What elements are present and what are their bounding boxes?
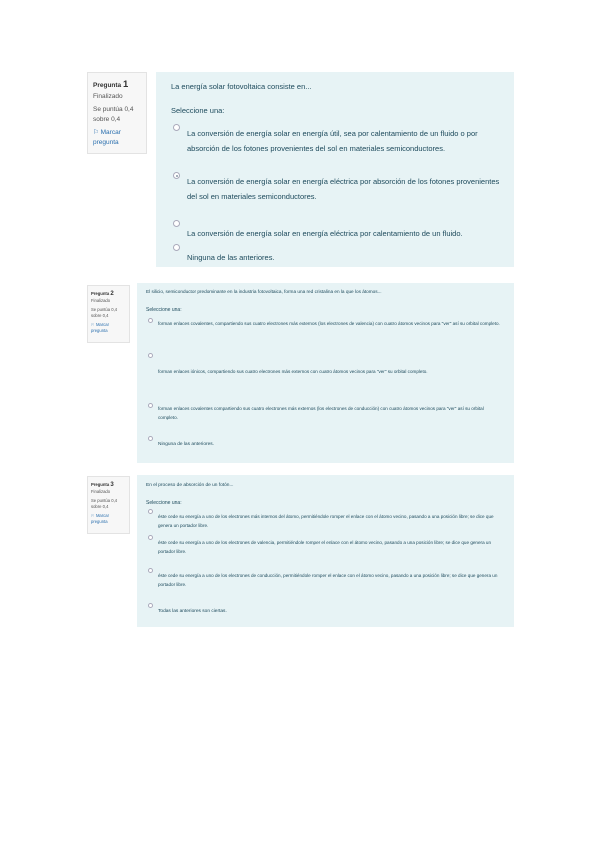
radio-button[interactable] bbox=[148, 318, 153, 323]
question-2-content: El silicio, semiconductor predominante en la industria fotovoltaica, forma una red cristalina en la que los átomos... Seleccione una: forman enlaces covalentes, compartiendo sus cuatro electrones más externos (los electrones de valencia) con cuatro átomos vecinos para "ver" así su orbital completo. forman enlaces iónicos, compartiendo sus cuatro electrones más externos con cuatro átomos vecinos para "ver" su orbital completo. forman enlaces covalentes compartiendo sus cuatro electrones más externos (los electrones de conducción) con cuatro átomos vecinos para "ver" así su orbital completo. Ninguna de las anteriores. bbox=[137, 283, 514, 463]
radio-button[interactable] bbox=[148, 353, 153, 358]
question-status: Finalizado bbox=[91, 489, 111, 495]
question-number: Pregunta 1 bbox=[93, 78, 129, 89]
question-status: Finalizado bbox=[91, 298, 111, 304]
answer-prompt: Seleccione una: bbox=[146, 307, 182, 313]
radio-button[interactable] bbox=[148, 403, 153, 408]
radio-button[interactable] bbox=[148, 568, 153, 573]
flag-icon: ⚐ bbox=[91, 512, 95, 518]
flag-icon: ⚐ bbox=[93, 128, 99, 136]
radio-button[interactable] bbox=[173, 220, 180, 227]
radio-button-checked[interactable] bbox=[173, 172, 180, 179]
flag-question-link[interactable]: ⚐ Marcar pregunta bbox=[91, 512, 109, 525]
question-score: Se puntúa 0,4 sobre 0,4 bbox=[93, 105, 134, 123]
answer-prompt: Seleccione una: bbox=[171, 106, 225, 115]
question-3-content: En el proceso de absorción de un fotón... Seleccione una: éste cede su energía a uno de los electrones más internos del átomo, permitiéndole romper el enlace con el átomo vecino, pasando a una posición libre; se dice que genera un portador libre. éste cede su energía a uno de los electrones de valencia, permitiéndole romper el enlace con el átomo vecino, pasando a una posición libre; se dice que genera un portador libre. éste cede su energía a uno de los electrones de conducción, permitiéndole romper el enlace con el átomo vecino, pasando a una posición libre; se dice que genera un portador libre. Todas las anteriores son ciertas. bbox=[137, 475, 514, 627]
question-2-info bbox=[87, 285, 130, 343]
radio-button[interactable] bbox=[173, 244, 180, 251]
question-text: El silicio, semiconductor predominante en la industria fotovoltaica, forma una red cristalina en la que los átomos... bbox=[146, 289, 382, 294]
question-score: Se puntúa 0,4 sobre 0,4 bbox=[91, 497, 118, 510]
question-status: Finalizado bbox=[93, 92, 123, 100]
question-text: En el proceso de absorción de un fotón... bbox=[146, 483, 234, 488]
radio-button[interactable] bbox=[148, 535, 153, 540]
question-1-info bbox=[87, 72, 147, 154]
flag-question-link[interactable]: ⚐ Marcar pregunta bbox=[91, 321, 109, 334]
question-number: Pregunta 2 bbox=[91, 290, 114, 297]
question-score: Se puntúa 0,4 sobre 0,4 bbox=[91, 306, 118, 319]
question-text: La energía solar fotovoltaica consiste en... bbox=[171, 82, 312, 91]
flag-icon: ⚐ bbox=[91, 321, 95, 327]
flag-question-link[interactable]: ⚐ Marcar pregunta bbox=[93, 128, 121, 146]
radio-button[interactable] bbox=[148, 509, 153, 514]
question-3-info bbox=[87, 476, 130, 534]
answer-prompt: Seleccione una: bbox=[146, 500, 182, 506]
radio-button[interactable] bbox=[148, 603, 153, 608]
radio-button[interactable] bbox=[173, 124, 180, 131]
question-1-content: La energía solar fotovoltaica consiste en... Seleccione una: La conversión de energía solar en energía útil, sea por calentamiento de un fluido o por absorción de los fotones provenientes del sol en materiales semiconductores. La conversión de energía solar en energía eléctrica por absorción de los fotones provenientes del sol en materiales semiconductores. La conversión de energía solar en energía eléctrica por calentamiento de un fluido. Ninguna de las anteriores. bbox=[156, 72, 514, 267]
question-number: Pregunta 3 bbox=[91, 481, 114, 488]
radio-button[interactable] bbox=[148, 436, 153, 441]
